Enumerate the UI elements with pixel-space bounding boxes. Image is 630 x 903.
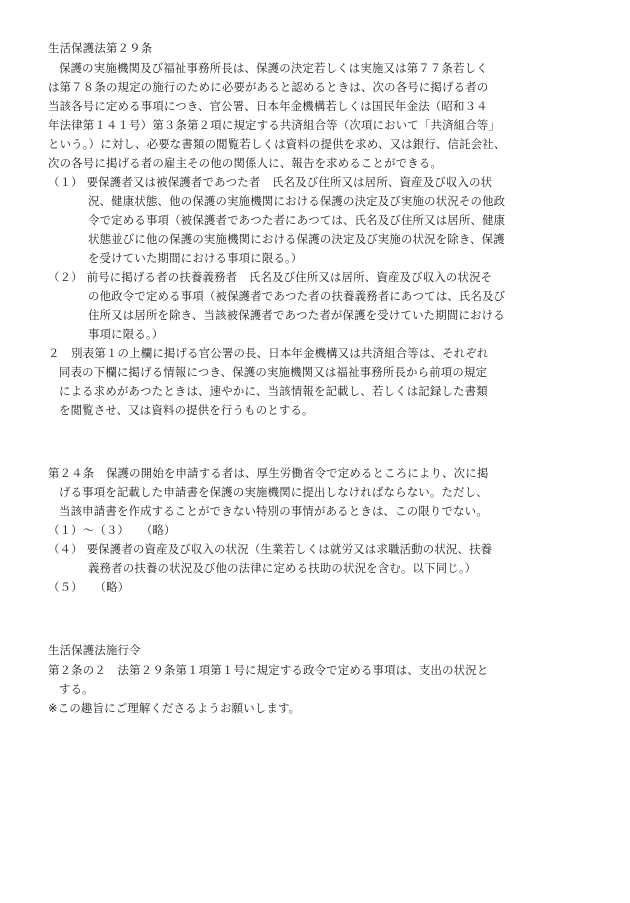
article-29-paragraph-2-line: による求めがあつたときは、速やかに、当該情報を記載し、若しくは記録した書類	[59, 384, 488, 398]
enforcement-order-first-line: 第２条の２ 法第２９条第１項第１号に規定する政令で定める事項は、支出の状況と	[48, 663, 489, 677]
article-29-item-2-line: 住所又は居所を除き、当該被保護者であつた者が保護を受けていた期間における	[88, 308, 505, 322]
article-29-item-1: （１） 要保護者又は被保護者であつた者 氏名及び住所又は居所、資産及び収入の状	[48, 175, 493, 189]
article-29-paragraph-line: 保護の実施機関及び福祉事務所長は、保護の決定若しくは実施又は第７７条若しく	[59, 61, 488, 75]
article-29-paragraph-line: は第７８条の規定の施行のために必要があると認めるときは、次の各号に掲げる者の	[48, 80, 489, 94]
article-29-paragraph-2-line: 同表の下欄に掲げる情報につき、保護の実施機関又は福祉事務所長から前項の規定	[59, 365, 488, 379]
article-24-line: 当該申請書を作成することができない特別の事情があるときは、この限りでない。	[59, 504, 488, 518]
article-29-item-1-line: を受けていた期間における事項に限る。）	[88, 251, 303, 265]
section-spacer	[48, 597, 588, 641]
article-29-item-2: （２） 前号に掲げる者の扶養義務者 氏名及び住所又は居所、資産及び収入の状況そ	[48, 270, 493, 284]
article-29-paragraph-line: 次の各号に掲げる者の雇主その他の関係人に、報告を求めることができる。	[48, 156, 443, 170]
article-24-item-4-line: 義務者の扶養の状況及び他の法律に定める扶助の状況を含む。以下同じ。）	[88, 561, 477, 575]
document-body	[48, 39, 588, 718]
article-24-section	[48, 464, 588, 597]
article-29-paragraph-line: 当該各号に定める事項につき、官公署、日本年金機構若しくは国民年金法（昭和３４	[48, 99, 488, 113]
section-spacer	[48, 420, 588, 464]
article-29-section	[48, 39, 588, 420]
article-29-title: 生活保護法第２９条	[48, 41, 153, 55]
article-29-paragraph-2: ２ 別表第１の上欄に掲げる官公署の長、日本年金機構又は共済組合等は、それぞれ	[48, 346, 489, 360]
article-24-first-line: 第２４条 保護の開始を申請する者は、厚生労働省令で定めるところにより、次に掲	[48, 466, 489, 480]
article-29-item-2-line: の他政令で定める事項（被保護者であつた者の扶養義務者にあつては、氏名及び	[88, 289, 506, 303]
article-29-item-1-line: 令で定める事項（被保護者であつた者にあつては、氏名及び住所又は居所、健康	[88, 213, 506, 227]
article-29-item-2-line: 事項に限る。）	[88, 327, 164, 341]
article-29-paragraph-2-line: を閲覧させ、又は資料の提供を行うものとする。	[59, 403, 314, 417]
enforcement-order-section	[48, 641, 588, 718]
article-24-item-5: （５） （略）	[48, 580, 130, 594]
closing-note: ※この趣旨にご理解くださるようお願いします。	[48, 701, 301, 715]
article-29-paragraph-line: という。）に対し、必要な書類の閲覧若しくは資料の提供を求め、又は銀行、信託会社、	[48, 137, 506, 151]
article-29-paragraph-line: 年法律第１４１号）第３条第２項に規定する共済組合等（次項において「共済組合等」	[48, 118, 501, 132]
article-29-item-1-line: 況、健康状態、他の保護の実施機関における保護の決定及び実施の状況その他政	[88, 194, 506, 208]
article-29-item-1-line: 状態並びに他の保護の実施機関における保護の決定及び実施の状況を除き、保護	[88, 232, 505, 246]
enforcement-order-line: する。	[59, 682, 94, 696]
article-24-line: げる事項を記載した申請書を保護の実施機関に提出しなければならない。ただし、	[59, 485, 488, 499]
article-24-item-4: （４） 要保護者の資産及び収入の状況（生業若しくは就労又は求職活動の状況、扶養	[48, 542, 493, 556]
article-24-items-1-3: （１）～（３） （略）	[48, 523, 176, 537]
enforcement-order-title: 生活保護法施行令	[48, 643, 141, 657]
